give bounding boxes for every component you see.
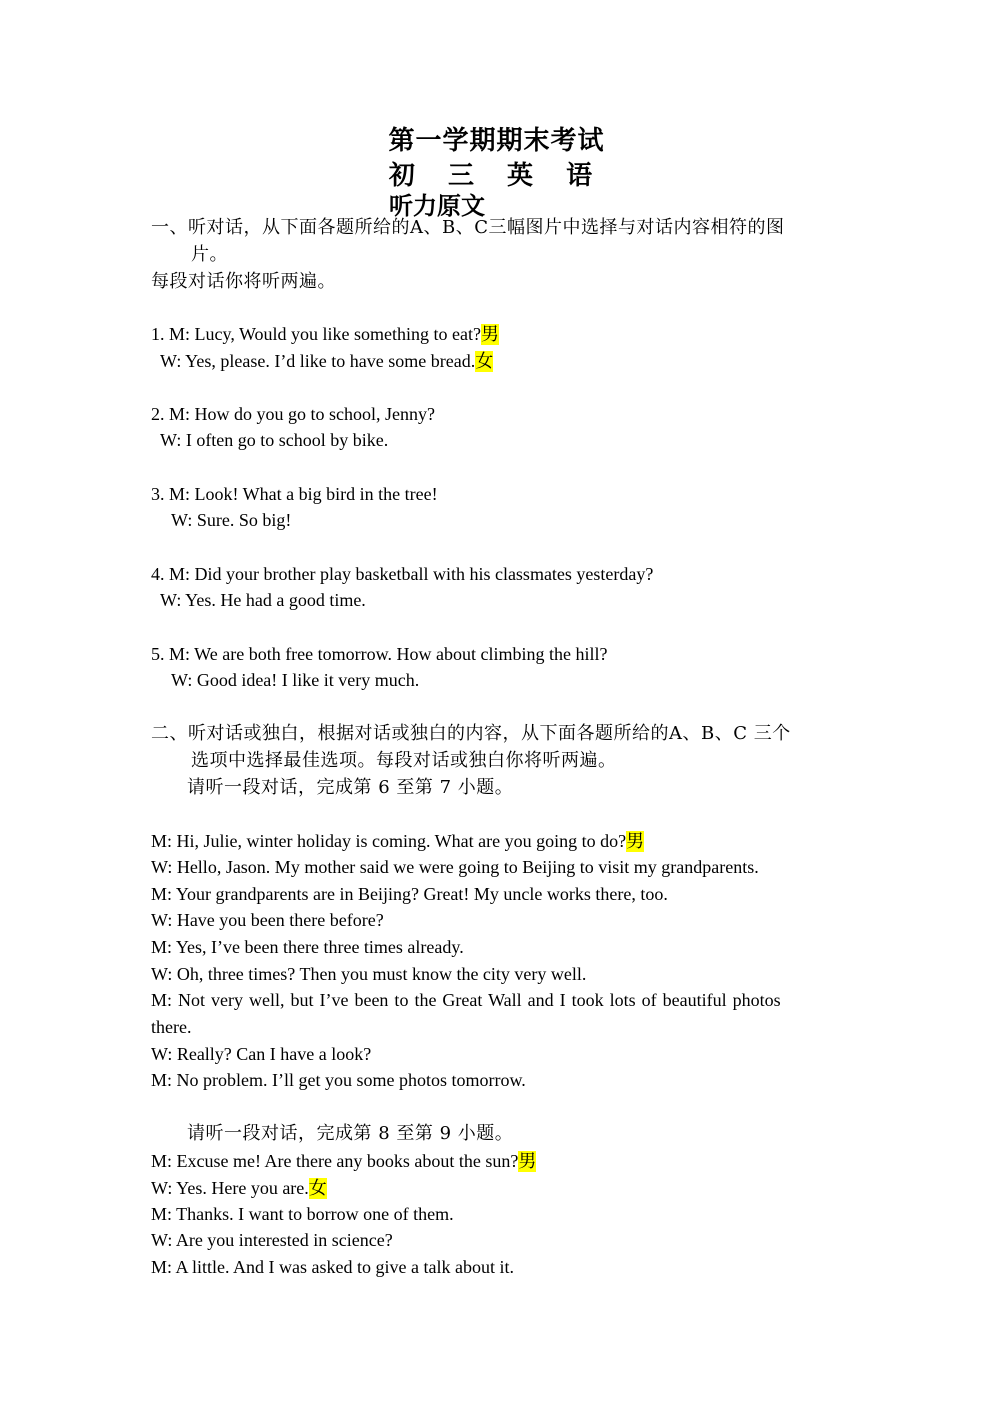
- dialogue-6-line-7: M: Not very well, but I’ve been to the Great Wall and I took lots of beautiful photos: [151, 990, 781, 1010]
- line-text: M: Excuse me! Are there any books about the sun?: [151, 1151, 519, 1171]
- dialogue-4-m: 4. M: Did your brother play basketball with his classmates yesterday?: [151, 564, 654, 584]
- gender-tag-male: 男: [626, 831, 645, 852]
- part2-questions-8-9: 请听一段对话，完成第 8 至第 9 小题。: [187, 1123, 514, 1144]
- dialogue-6-line-3: M: Your grandparents are in Beijing? Great! My uncle works there, too.: [151, 884, 668, 904]
- gender-tag-male: 男: [518, 1151, 537, 1172]
- part2-instruction-cont: 选项中选择最佳选项。每段对话或独白你将听两遍。: [191, 750, 617, 771]
- part1-instruction: 一、听对话，从下面各题所给的A、B、C三幅图片中选择与对话内容相符的图: [151, 217, 785, 238]
- dialogue-4-w: W: Yes. He had a good time.: [160, 590, 366, 610]
- dialogue-6-line-2: W: Hello, Jason. My mother said we were going to Beijing to visit my grandparents.: [151, 857, 759, 877]
- exam-title: 第一学期期末考试: [388, 126, 605, 156]
- line-text: W: Yes. Here you are.: [151, 1178, 309, 1198]
- part1-listen-twice: 每段对话你将听两遍。: [151, 271, 336, 292]
- part2-questions-6-7: 请听一段对话，完成第 6 至第 7 小题。: [187, 777, 514, 798]
- dialogue-6-line-7-cont: there.: [151, 1017, 192, 1037]
- dialogue-1-m: [151, 322, 499, 347]
- dialogue-6-line-5: M: Yes, I’ve been there three times already.: [151, 937, 464, 957]
- part2-instruction: 二、听对话或独白，根据对话或独白的内容，从下面各题所给的A、B、C 三个: [151, 723, 791, 744]
- dialogue-8-line-5: M: A little. And I was asked to give a talk about it.: [151, 1257, 514, 1277]
- dialogue-3-w: W: Sure. So big!: [171, 510, 292, 530]
- gender-tag-male: 男: [481, 324, 500, 345]
- dialogue-5-w: W: Good idea! I like it very much.: [171, 670, 420, 690]
- exam-subject: 初 三 英 语: [388, 161, 605, 191]
- dialogue-6-line-1: [151, 829, 644, 854]
- dialogue-6-line-6: W: Oh, three times? Then you must know the city very well.: [151, 964, 587, 984]
- part1-instruction-cont: 片。: [191, 244, 228, 265]
- line-text: 1. M: Lucy, Would you like something to eat?: [151, 324, 482, 344]
- dialogue-5-m: 5. M: We are both free tomorrow. How about climbing the hill?: [151, 644, 608, 664]
- dialogue-8-line-4: W: Are you interested in science?: [151, 1230, 393, 1250]
- dialogue-6-line-8: W: Really? Can I have a look?: [151, 1044, 372, 1064]
- gender-tag-female: 女: [475, 351, 494, 372]
- line-text: M: Hi, Julie, winter holiday is coming. What are you going to do?: [151, 831, 627, 851]
- dialogue-2-m: 2. M: How do you go to school, Jenny?: [151, 404, 435, 424]
- dialogue-6-line-4: W: Have you been there before?: [151, 910, 384, 930]
- dialogue-6-line-9: M: No problem. I’ll get you some photos tomorrow.: [151, 1070, 526, 1090]
- dialogue-8-line-3: M: Thanks. I want to borrow one of them.: [151, 1204, 454, 1224]
- dialogue-3-m: 3. M: Look! What a big bird in the tree!: [151, 484, 438, 504]
- dialogue-8-line-2: [151, 1176, 327, 1201]
- dialogue-8-line-1: [151, 1149, 536, 1174]
- dialogue-2-w: W: I often go to school by bike.: [160, 430, 389, 450]
- line-text: W: Yes, please. I’d like to have some bread.: [160, 351, 476, 371]
- section-title: 听力原文: [389, 192, 485, 220]
- dialogue-1-w: [160, 349, 493, 374]
- gender-tag-female: 女: [308, 1178, 327, 1199]
